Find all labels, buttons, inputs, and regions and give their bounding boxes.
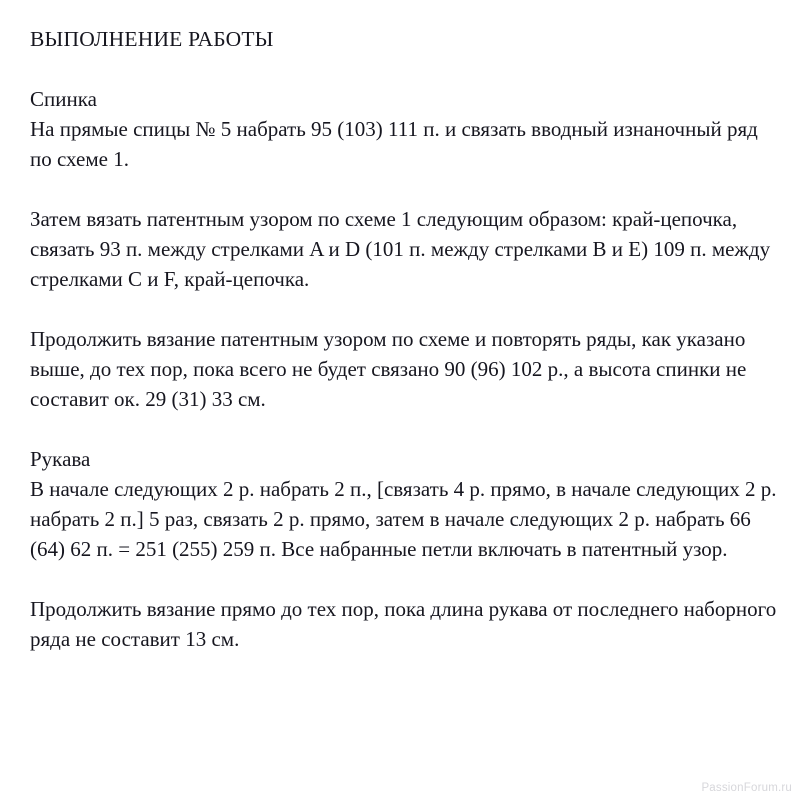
section-title-back: Спинка [30, 87, 97, 111]
section-back [30, 84, 778, 174]
section-sleeves-length [30, 594, 778, 654]
paragraph-sleeves-2: Продолжить вязание прямо до тех пор, пока длина рукава от последнего наборного ряда не составит 13 см. [30, 597, 777, 651]
page-title: ВЫПОЛНЕНИЕ РАБОТЫ [30, 27, 274, 51]
section-title-sleeves: Рукава [30, 447, 91, 471]
site-watermark: PassionForum.ru [701, 782, 792, 794]
paragraph-sleeves-1: В начале следующих 2 р. набрать 2 п., [связать 4 р. прямо, в начале следующих 2 р. набрать 2 п.] 5 раз, связать 2 р. прямо, затем в начале следующих 2 р. набрать 66 (64) 62 п. = 251 (255) 259 п. Все набранные петли включать в патентный узор. [30, 477, 777, 561]
section-back-length [30, 324, 778, 414]
paragraph-back-2: Затем вязать патентным узором по схеме 1 следующим образом: край-цепочка, связать 93 п. между стрелками A и D (101 п. между стрелками B и E) 109 п. между стрелками C и F, край-цепочка. [30, 207, 771, 291]
paragraph-back-1: На прямые спицы № 5 набрать 95 (103) 111 п. и связать вводный изнаночный ряд по схеме 1. [30, 117, 758, 171]
section-sleeves [30, 444, 778, 564]
paragraph-back-3: Продолжить вязание патентным узором по схеме и повторять ряды, как указано выше, до тех пор, пока всего не будет связано 90 (96) 102 р., а высота спинки не составит ок. 29 (31) 33 см. [30, 327, 747, 411]
section-back-pattern [30, 204, 778, 294]
